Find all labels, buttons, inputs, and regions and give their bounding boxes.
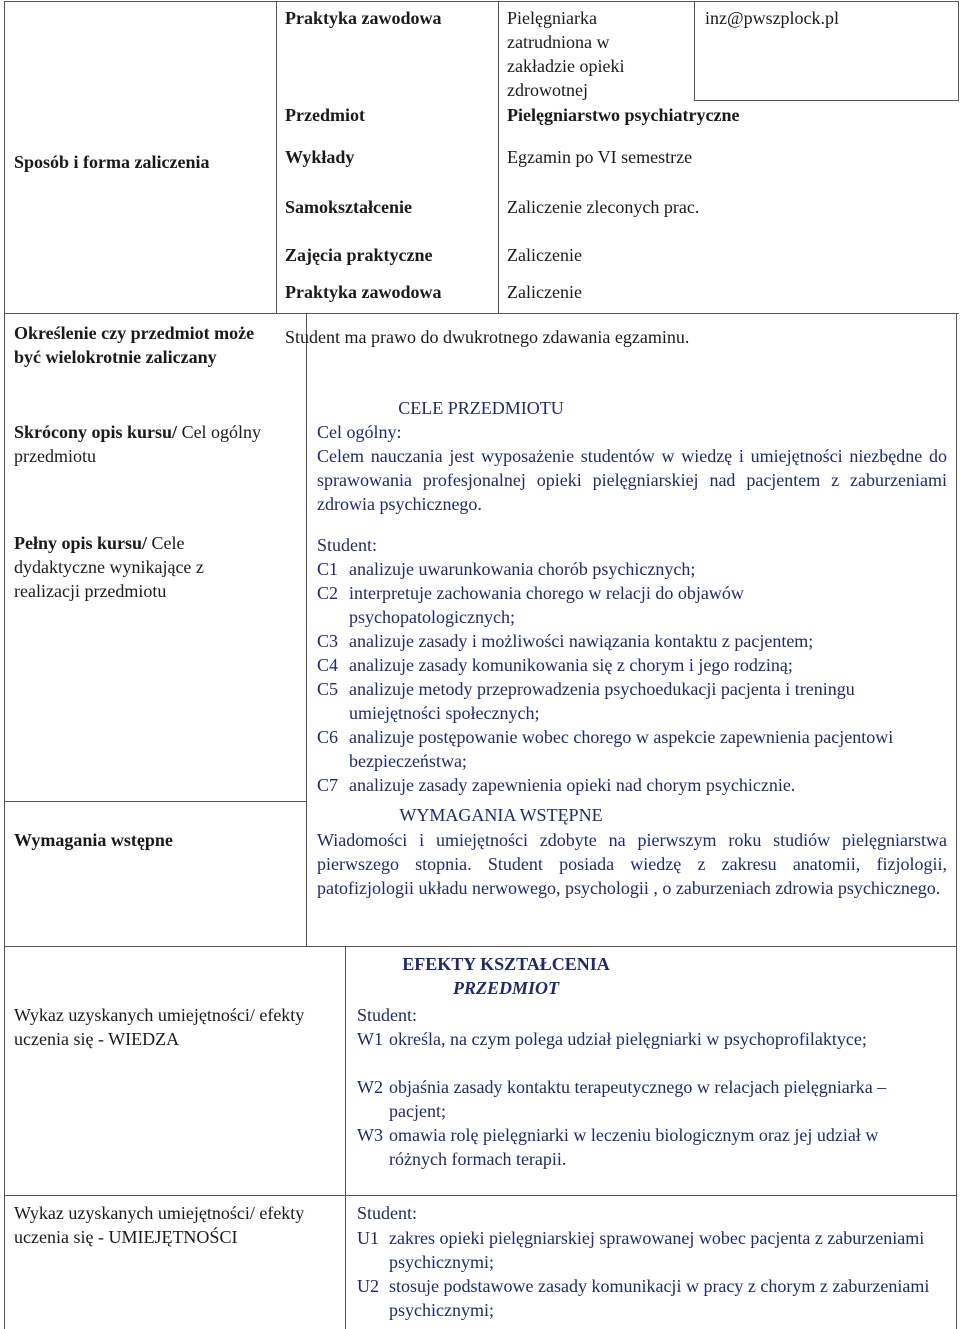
effects-subheading: PRZEDMIOT xyxy=(452,978,559,998)
student-label-w: Student: xyxy=(357,1005,418,1025)
effects-divider xyxy=(345,946,346,1329)
label-short-desc-rest: Cel ogólny przedmiotu xyxy=(14,422,262,466)
label-short-desc-bold: Skrócony opis kursu/ xyxy=(14,422,178,442)
repeat-value: Student ma prawo do dwukrotnego zdawania egzaminu. xyxy=(285,327,690,347)
goal-text: Celem nauczania jest wyposażenie studentów w wiedzę i umiejętności niezbędne do sprawowania profesjonalnej opieki pielęgniarskiej nad pacjentem z zaburzeniami zdrowia psychicznego. xyxy=(317,446,947,514)
prereq-text: Wiadomości i umiejętności zdobyte na pierwszym roku studiów pielęgniarstwa pierwszego stopnia. Student posiada wiedzę z zakresu anatomii, fizjologii, patofizjologii układu nerwowego, psychologii , o zaburzeniach zdrowia psychicznego. xyxy=(317,830,947,898)
objective-text: analizuje zasady i możliwości nawiązania kontaktu z pacjentem; xyxy=(349,631,814,651)
knowledge-effect-code: W3 xyxy=(357,1125,383,1145)
objective-code: C1 xyxy=(317,559,339,579)
section-label: Sposób i forma zaliczenia xyxy=(14,152,210,172)
knowledge-effect-code: W1 xyxy=(357,1029,383,1049)
label-skills: Wykaz uzyskanych umiejętności/ efekty uczenia się - UMIEJĘTNOŚCI xyxy=(14,1203,305,1247)
objective-code: C3 xyxy=(317,631,339,651)
prereq-heading: WYMAGANIA WSTĘPNE xyxy=(399,805,603,825)
label-full-desc xyxy=(14,531,264,603)
contact-bottom-line xyxy=(694,100,959,101)
objective-text: analizuje zasady komunikowania się z chorym i jego rodziną; xyxy=(349,655,793,675)
row-value-pielegniarka: Pielęgniarka zatrudniona w zakładzie opieki zdrowotnej xyxy=(507,8,625,100)
row-value-zajecia: Zaliczenie xyxy=(507,245,582,265)
row-value-przedmiot: Pielęgniarstwo psychiatryczne xyxy=(507,105,740,125)
knowledge-effect-text: określa, na czym polega udział pielęgniarki w psychoprofilaktyce; xyxy=(389,1029,867,1049)
row-label-praktyka-2: Praktyka zawodowa xyxy=(285,282,442,302)
top-table-bottom xyxy=(4,313,959,314)
objective-code: C5 xyxy=(317,679,339,699)
objective-text: analizuje uwarunkowania chorób psychicznych; xyxy=(349,559,696,579)
skill-effect-text: zakres opieki pielęgniarskiej sprawowanej wobec pacjenta z zaburzeniami psychicznymi; xyxy=(389,1228,925,1272)
row-label-przedmiot: Przedmiot xyxy=(285,105,365,125)
border-top xyxy=(4,1,959,2)
main-table-bottom xyxy=(4,946,957,947)
label-full-desc-rest: Cele dydaktyczne wynikające z realizacji przedmiotu xyxy=(14,533,204,601)
row-label-wyklady: Wykłady xyxy=(285,147,355,167)
row-label-zajecia: Zajęcia praktyczne xyxy=(285,245,433,265)
knowledge-effect-code: W2 xyxy=(357,1077,383,1097)
row-value-praktyka-2: Zaliczenie xyxy=(507,282,582,302)
row-label-praktyka: Praktyka zawodowa xyxy=(285,8,442,28)
row-value-samoksztalcenie: Zaliczenie zleconych prac. xyxy=(507,197,700,217)
border-left-top xyxy=(4,1,5,313)
skill-effect-code: U2 xyxy=(357,1276,379,1296)
border-right-top xyxy=(958,1,959,101)
objective-text: analizuje postępowanie wobec chorego w aspekcie zapewnienia pacjentowi bezpieczeństwa; xyxy=(349,727,894,771)
main-border-left xyxy=(4,313,5,947)
row-label-samoksztalcenie: Samokształcenie xyxy=(285,197,412,217)
cele-heading: CELE PRZEDMIOTU xyxy=(398,398,564,418)
student-label-u: Student: xyxy=(357,1203,418,1223)
label-knowledge: Wykaz uzyskanych umiejętności/ efekty uczenia się - WIEDZA xyxy=(14,1005,305,1049)
main-label-row-line xyxy=(4,801,307,802)
objective-code: C7 xyxy=(317,775,339,795)
label-prereq: Wymagania wstępne xyxy=(14,830,173,850)
objective-code: C2 xyxy=(317,583,339,603)
main-border-right xyxy=(956,313,957,947)
objective-text: analizuje metody przeprowadzenia psychoedukacji pacjenta i treningu umiejętności społecznych; xyxy=(349,679,855,723)
knowledge-effect-text: objaśnia zasady kontaktu terapeutycznego w relacjach pielęgniarka – pacjent; xyxy=(389,1077,887,1121)
goal-label: Cel ogólny: xyxy=(317,422,402,442)
objective-code: C4 xyxy=(317,655,339,675)
effects-heading: EFEKTY KSZTAŁCENIA xyxy=(402,954,610,974)
divider-col2 xyxy=(498,1,499,313)
objective-code: C6 xyxy=(317,727,339,747)
effects-border-right xyxy=(956,946,957,1329)
contact-email[interactable]: inz@pwszplock.pl xyxy=(705,8,840,28)
effects-row-line xyxy=(4,1195,957,1196)
student-label-c: Student: xyxy=(317,535,378,555)
row-value-wyklady: Egzamin po VI semestrze xyxy=(507,147,693,167)
label-full-desc-bold: Pełny opis kursu/ xyxy=(14,533,148,553)
divider-col3 xyxy=(694,1,695,101)
objective-text: interpretuje zachowania chorego w relacji do objawów psychopatologicznych; xyxy=(349,583,744,627)
skill-effect-code: U1 xyxy=(357,1228,379,1248)
divider-col1 xyxy=(276,1,277,313)
label-short-desc xyxy=(14,420,269,468)
knowledge-effect-text: omawia rolę pielęgniarki w leczeniu biologicznym oraz jej udział w różnych formach terapii. xyxy=(389,1125,879,1169)
objective-text: analizuje zasady zapewnienia opieki nad chorym psychicznie. xyxy=(349,775,796,795)
effects-border-left xyxy=(4,946,5,1329)
label-repeat: Określenie czy przedmiot może być wielokrotnie zaliczany xyxy=(14,323,255,367)
skill-effect-text: stosuje podstawowe zasady komunikacji w pracy z chorym z zaburzeniami psychicznymi; xyxy=(389,1276,930,1320)
